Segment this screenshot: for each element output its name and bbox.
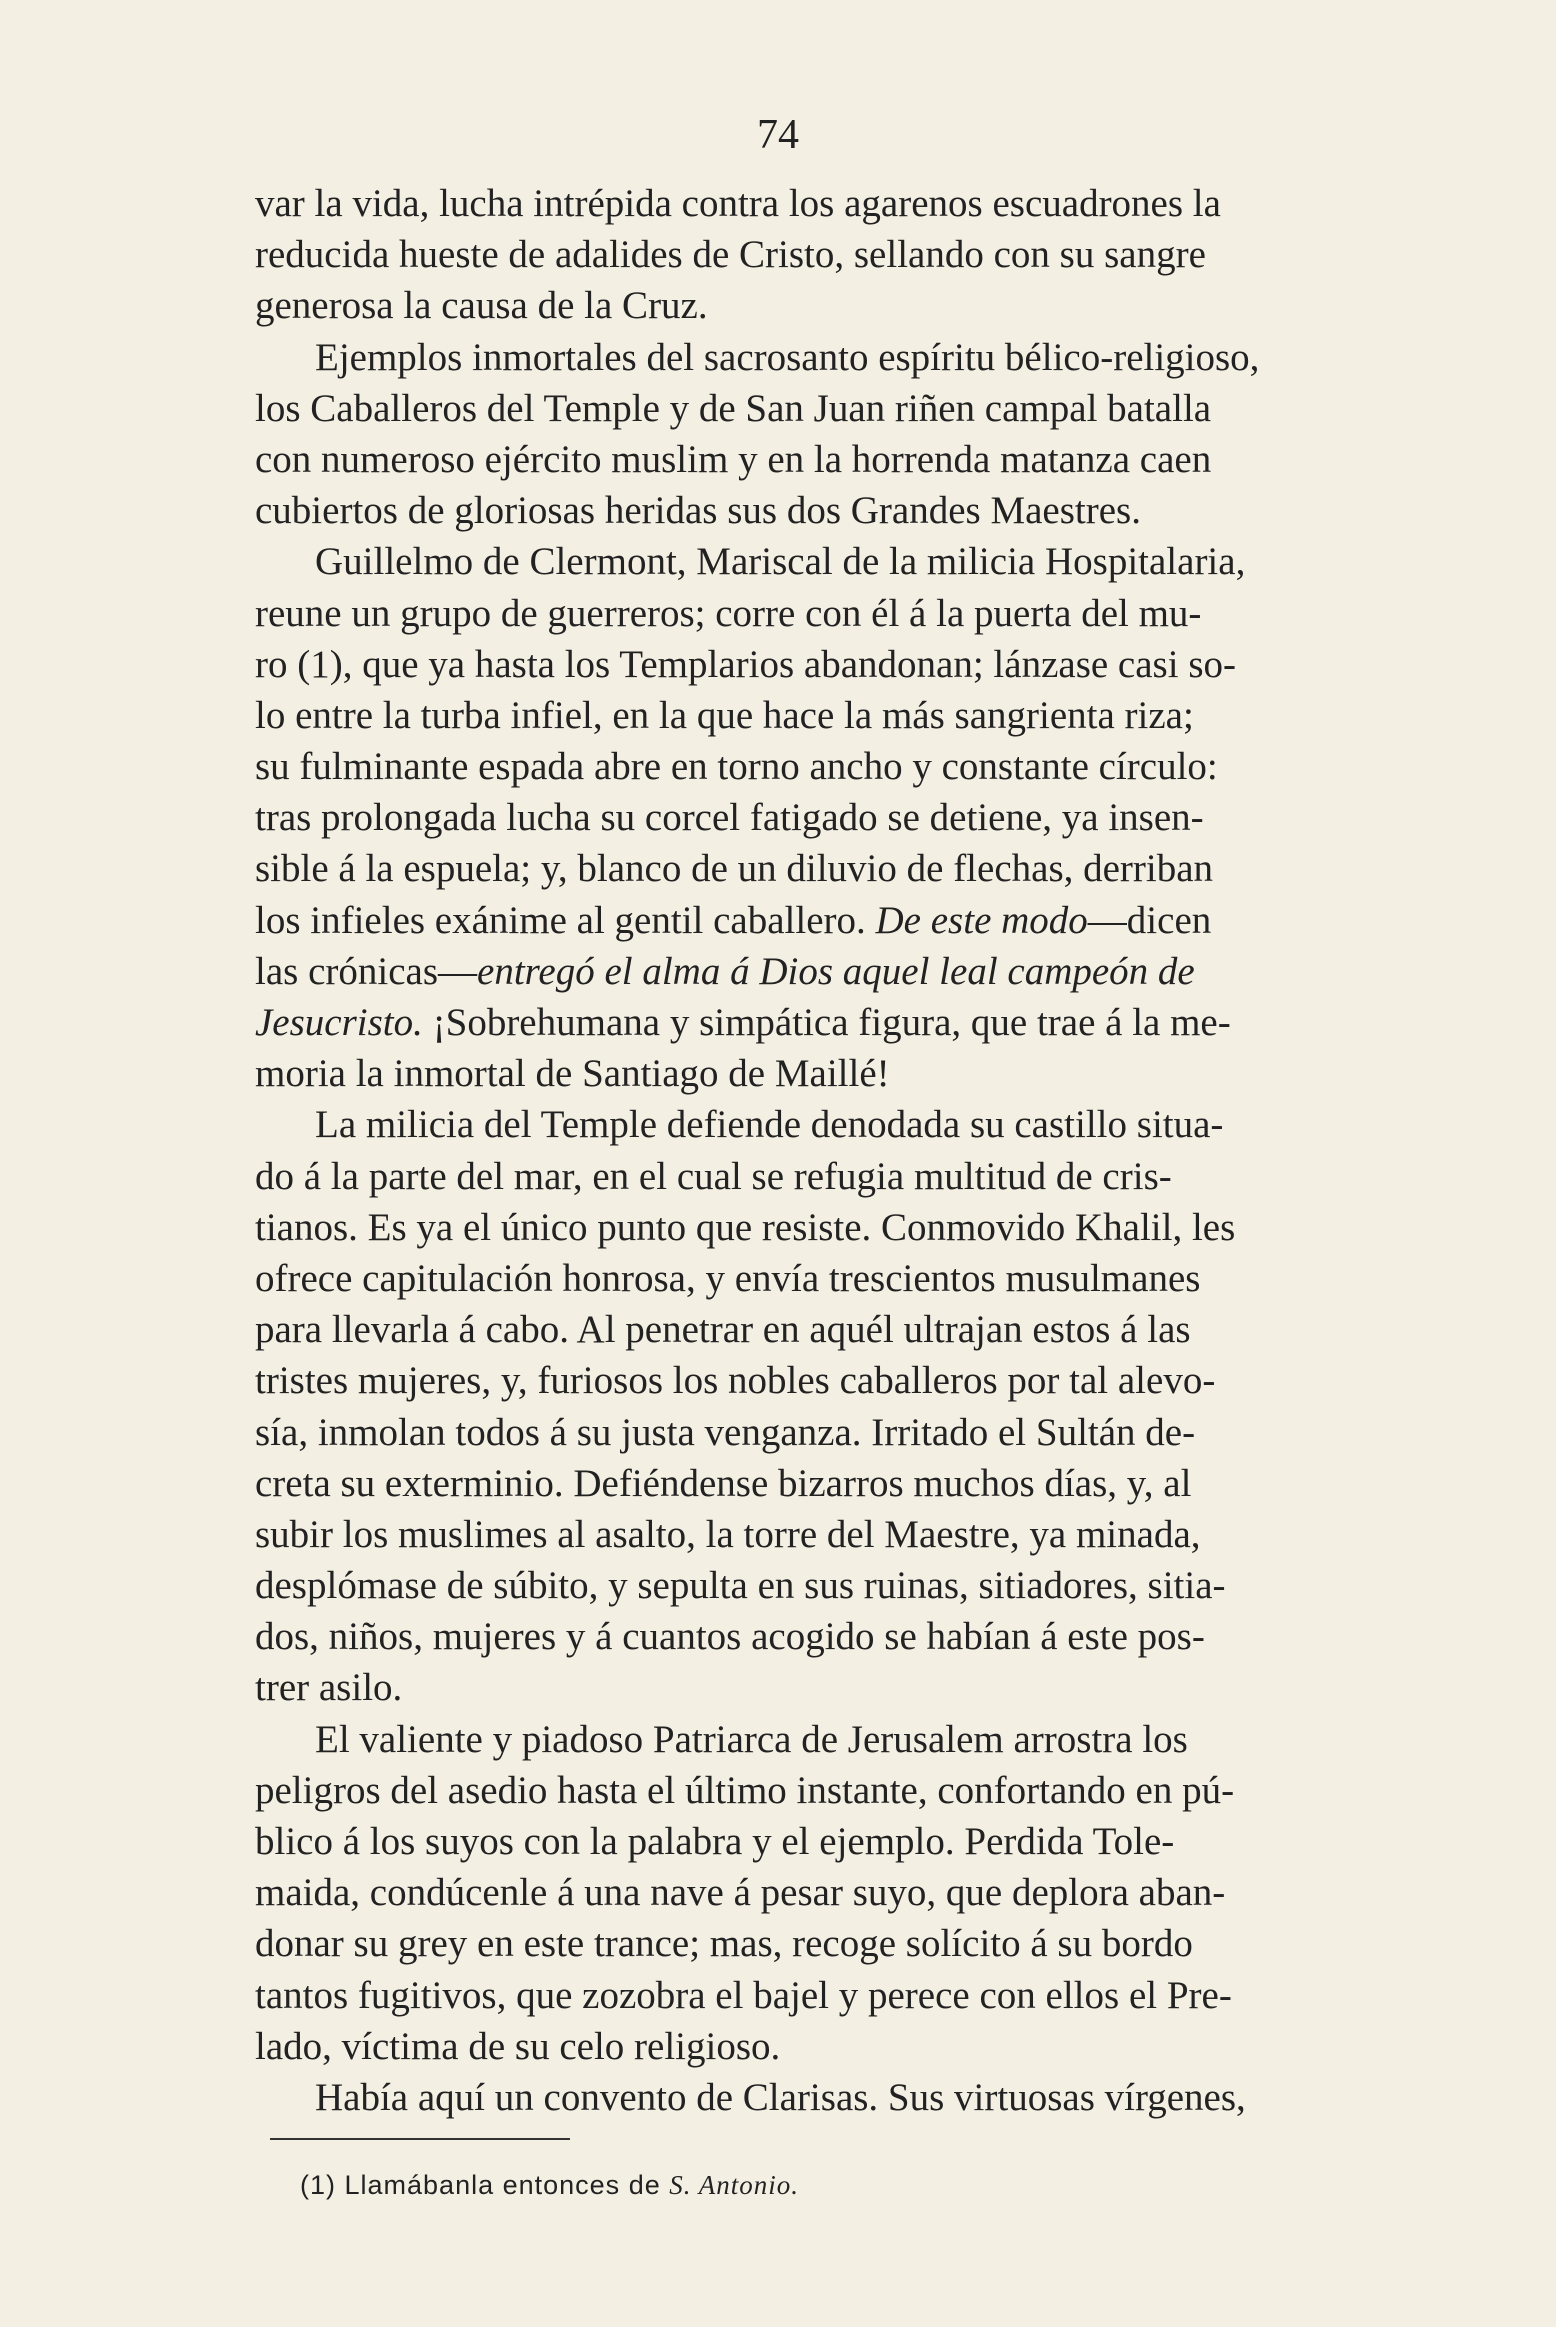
text-line [255, 1611, 1480, 1662]
text-line [255, 1714, 1480, 1765]
line-text: su fulminante espada abre en torno ancho y constante círculo: [255, 745, 1218, 789]
footnote-text: Llamábanla entonces de [336, 2170, 670, 2200]
text-line [255, 588, 1480, 639]
text-line [255, 434, 1480, 485]
text-line [255, 843, 1480, 894]
text-line [255, 1867, 1480, 1918]
line-text: Había aquí un convento de Clarisas. Sus virtuosas vírgenes, [315, 2075, 1246, 2119]
text-line [255, 946, 1480, 997]
line-text: tras prolongada lucha su corcel fatigado se detiene, ya insen- [255, 796, 1204, 840]
italic-text: Jesucristo. [255, 1001, 423, 1044]
line-text: las crónicas— [255, 949, 478, 993]
line-text: reducida hueste de adalides de Cristo, sellando con su sangre [255, 233, 1206, 277]
line-text: los infieles exánime al gentil caballero. [255, 898, 866, 942]
line-text: lo entre la turba infiel, en la que hace la más sangrienta riza; [255, 693, 1194, 737]
line-text: ofrece capitulación honrosa, y envía trescientos musulmanes [255, 1256, 1201, 1300]
line-text: reune un grupo de guerreros; corre con él á la puerta del mu- [255, 591, 1202, 635]
italic-text: entregó el alma á Dios aquel leal campeón de [477, 949, 1195, 993]
text-line [255, 485, 1480, 536]
text-line [255, 1765, 1480, 1816]
footnote [300, 2168, 799, 2202]
line-text: tantos fugitivos, que zozobra el bajel y perece con ellos el Pre- [255, 1973, 1232, 2017]
text-line [255, 1662, 1480, 1713]
text-line [255, 178, 1480, 229]
line-text: do á la parte del mar, en el cual se refugia multitud de cris- [255, 1154, 1172, 1198]
text-line [255, 1407, 1480, 1458]
line-text: var la vida, lucha intrépida contra los agarenos escuadrones la [255, 182, 1221, 225]
text-line [255, 1151, 1480, 1202]
line-text: sible á la espuela; y, blanco de un diluvio de flechas, derriban [255, 847, 1214, 891]
text-line [255, 1048, 1480, 1099]
text-line [255, 536, 1480, 587]
text-line [255, 639, 1480, 690]
text-line [255, 1304, 1480, 1355]
text-line [255, 332, 1480, 383]
text-line [255, 1918, 1480, 1969]
body-text [255, 178, 1480, 2123]
line-text: La milicia del Temple defiende denodada su castillo situa- [315, 1103, 1224, 1147]
line-text: trer asilo. [255, 1666, 403, 1710]
text-line [255, 1355, 1480, 1406]
text-line [255, 1458, 1480, 1509]
line-text: generosa la causa de la Cruz. [255, 284, 708, 328]
text-line [255, 280, 1480, 331]
text-line [255, 1816, 1480, 1867]
line-text: Ejemplos inmortales del sacrosanto espíritu bélico-religioso, [315, 335, 1260, 379]
text-line [255, 1970, 1480, 2021]
line-text: tristes mujeres, y, furiosos los nobles caballeros por tal alevo- [255, 1359, 1216, 1403]
text-line [255, 1253, 1480, 1304]
line-text: creta su exterminio. Defiéndense bizarros muchos días, y, al [255, 1461, 1192, 1505]
line-text: peligros del asedio hasta el último instante, confortando en pú- [255, 1768, 1235, 1812]
line-text: moria la inmortal de Santiago de Maillé! [255, 1052, 890, 1096]
line-suffix: —dicen [1087, 898, 1212, 942]
footnote-italic: S. Antonio. [669, 2170, 799, 2200]
line-text: los Caballeros del Temple y de San Juan riñen campal batalla [255, 386, 1212, 430]
line-text: El valiente y piadoso Patriarca de Jerusalem arrostra los [315, 1717, 1188, 1761]
line-text: desplómase de súbito, y sepulta en sus ruinas, sitiadores, sitia- [255, 1564, 1226, 1608]
line-text: lado, víctima de su celo religioso. [255, 2024, 781, 2068]
text-line [255, 1509, 1480, 1560]
line-text: tianos. Es ya el único punto que resiste. Conmovido Khalil, les [255, 1205, 1236, 1249]
line-text: ro (1), que ya hasta los Templarios abandonan; lánzase casi so- [255, 642, 1236, 686]
footnote-divider [270, 2138, 570, 2140]
text-line [255, 2072, 1480, 2123]
text-line [255, 690, 1480, 741]
line-text: blico á los suyos con la palabra y el ejemplo. Perdida Tole- [255, 1820, 1175, 1863]
line-text: subir los muslimes al asalto, la torre del Maestre, ya minada, [255, 1512, 1201, 1556]
italic-text: De este modo [865, 898, 1088, 942]
text-line [255, 383, 1480, 434]
text-line [255, 997, 1480, 1048]
line-text: cubiertos de gloriosas heridas sus dos Grandes Maestres. [255, 489, 1141, 533]
text-line [255, 229, 1480, 280]
line-text: sía, inmolan todos á su justa venganza. Irritado el Sultán de- [255, 1410, 1196, 1454]
text-line [255, 792, 1480, 843]
line-text: donar su grey en este trance; mas, recoge solícito á su bordo [255, 1922, 1193, 1966]
line-suffix: ¡Sobrehumana y simpática figura, que trae á la me- [422, 1001, 1231, 1044]
text-line [255, 895, 1480, 946]
page-number: 74 [757, 112, 799, 158]
text-line [255, 1099, 1480, 1150]
text-line [255, 741, 1480, 792]
line-text: maida, condúcenle á una nave á pesar suyo, que deplora aban- [255, 1871, 1226, 1915]
footnote-marker: (1) [300, 2170, 336, 2200]
line-text: dos, niños, mujeres y á cuantos acogido se habían á este pos- [255, 1615, 1205, 1659]
text-line [255, 1202, 1480, 1253]
line-text: para llevarla á cabo. Al penetrar en aquél ultrajan estos á las [255, 1308, 1191, 1352]
text-line [255, 2021, 1480, 2072]
line-text: con numeroso ejército muslim y en la horrenda matanza caen [255, 437, 1212, 481]
line-text: Guillelmo de Clermont, Mariscal de la milicia Hospitalaria, [315, 540, 1246, 584]
text-line [255, 1560, 1480, 1611]
